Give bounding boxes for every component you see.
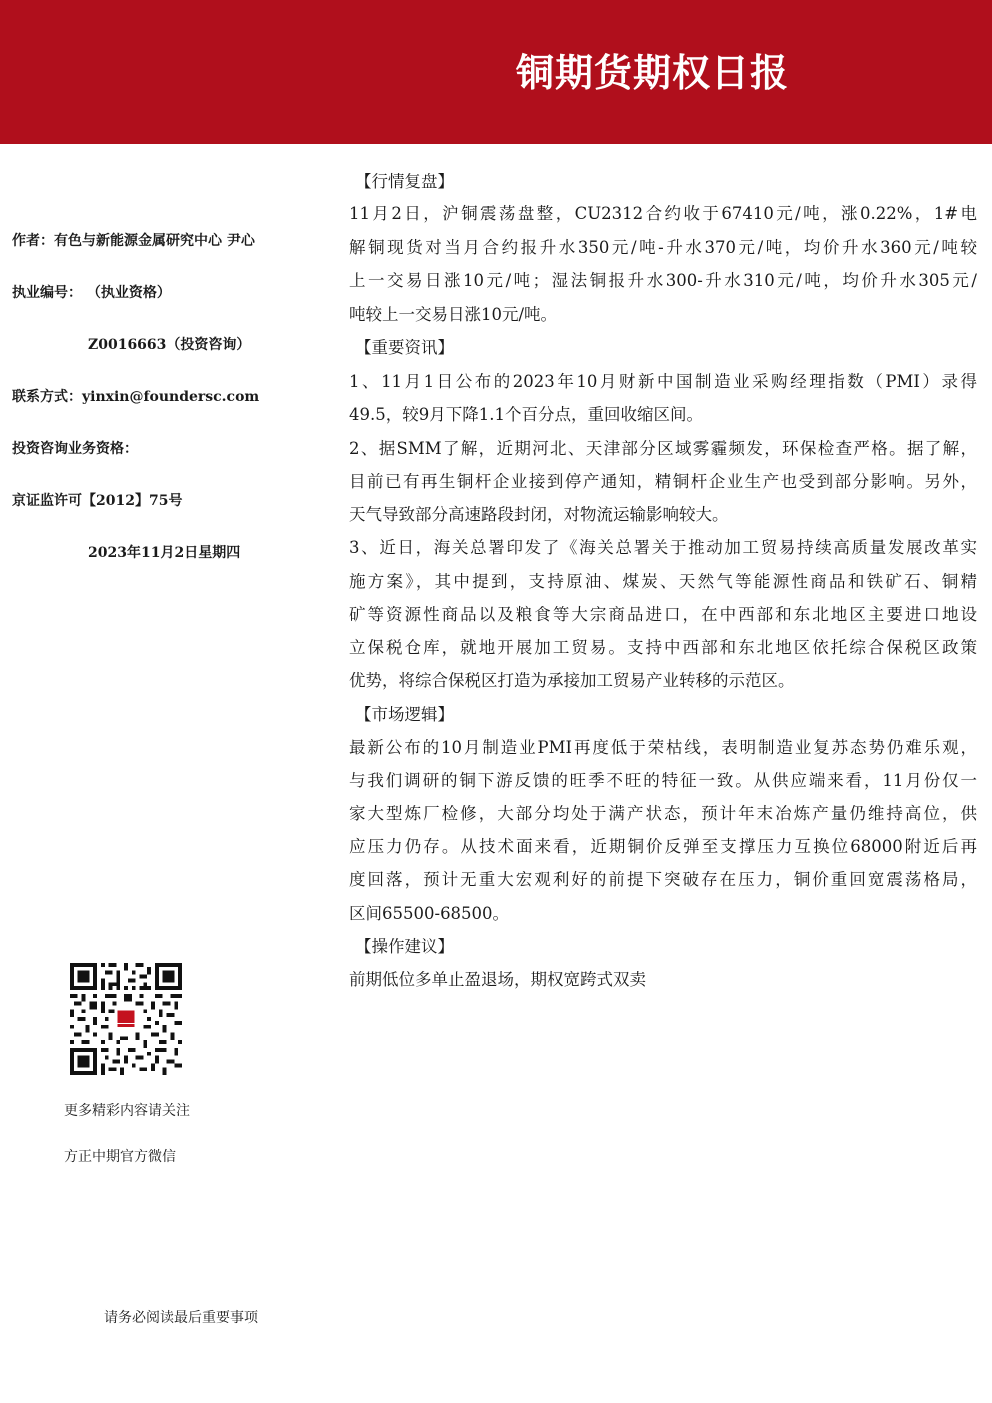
news-2-line-3: 天气导致部分高速路段封闭，对物流运输影响较大。: [349, 505, 729, 524]
section-title-logic: 【市场逻辑】: [355, 705, 454, 724]
logic-line-3: 家大型炼厂检修，大部分均处于满产状态，预计年末冶炼产量仍维持高位，供: [349, 804, 977, 823]
review-line-1: 11月2日，沪铜震荡盘整，CU2312合约收于67410元/吨，涨0.22%，1#电: [349, 204, 977, 223]
sidebar: [0, 144, 310, 1403]
news-2-line-1: 2、据SMM了解，近期河北、天津部分区域雾霾频发，环保检查严格。据了解，: [349, 439, 977, 458]
contact-line: 联系方式：yinxin@foundersc.com: [12, 389, 260, 405]
news-3-line-2: 施方案》，其中提到，支持原油、煤炭、天然气等能源性商品和铁矿石、铜精: [349, 572, 977, 591]
news-2-line-2: 目前已有再生铜杆企业接到停产通知，精铜杆企业生产也受到部分影响。另外，: [349, 472, 977, 491]
qr-caption-wechat: 方正中期官方微信: [64, 1149, 176, 1165]
disclaimer-note: 请务必阅读最后重要事项: [104, 1310, 258, 1326]
news-3-line-5: 优势，将综合保税区打造为承接加工贸易产业转移的示范区。: [349, 671, 795, 690]
news-1-line-2: 49.5，较9月下降1.1个百分点，重回收缩区间。: [349, 405, 703, 424]
news-3-line-1: 3、近日，海关总署印发了《海关总署关于推动加工贸易持续高质量发展改革实: [349, 538, 977, 557]
qualification-line: 投资咨询业务资格：: [12, 441, 138, 457]
author-line: 作者：有色与新能源金属研究中心 尹心: [12, 233, 255, 249]
review-line-4: 吨较上一交易日涨10元/吨。: [349, 305, 558, 324]
news-3-line-4: 立保税仓库，就地开展加工贸易。支持中西部和东北地区依托综合保税区政策: [349, 638, 977, 657]
review-line-3: 上一交易日涨10元/吨；湿法铜报升水300-升水310元/吨，均价升水305元/: [349, 271, 977, 290]
logic-line-6: 区间65500-68500。: [349, 904, 510, 923]
license-label: 执业编号： （执业资格）: [12, 285, 171, 301]
qr-code-icon: [70, 963, 182, 1075]
qr-caption-follow: 更多精彩内容请关注: [64, 1103, 190, 1119]
review-line-2: 解铜现货对当月合约报升水350元/吨-升水370元/吨，均价升水360元/吨较: [349, 238, 977, 257]
news-1-line-1: 1、11月1日公布的2023年10月财新中国制造业采购经理指数（PMI）录得: [349, 372, 977, 391]
logic-line-1: 最新公布的10月制造业PMI再度低于荣枯线，表明制造业复苏态势仍难乐观，: [349, 738, 977, 757]
report-date: 2023年11月2日星期四: [88, 545, 241, 561]
news-3-line-3: 矿等资源性商品以及粮食等大宗商品进口，在中西部和东北地区主要进口地设: [349, 605, 977, 624]
header-banner: [0, 0, 992, 144]
logic-line-4: 应压力仍存。从技术面来看，近期铜价反弹至支撑压力互换位68000附近后再: [349, 837, 977, 856]
license-number: Z0016663（投资咨询）: [88, 337, 251, 353]
logic-line-2: 与我们调研的铜下游反馈的旺季不旺的特征一致。从供应端来看，11月份仅一: [349, 771, 977, 790]
section-title-advice: 【操作建议】: [355, 937, 454, 956]
section-title-review: 【行情复盘】: [355, 172, 454, 191]
permit-line: 京证监许可【2012】75号: [12, 493, 183, 509]
report-title: 铜期货期权日报: [516, 50, 790, 95]
advice-line-1: 前期低位多单止盈退场，期权宽跨式双卖: [349, 970, 646, 989]
logic-line-5: 度回落，预计无重大宏观利好的前提下突破存在压力，铜价重回宽震荡格局，: [349, 870, 977, 889]
section-title-news: 【重要资讯】: [355, 338, 454, 357]
